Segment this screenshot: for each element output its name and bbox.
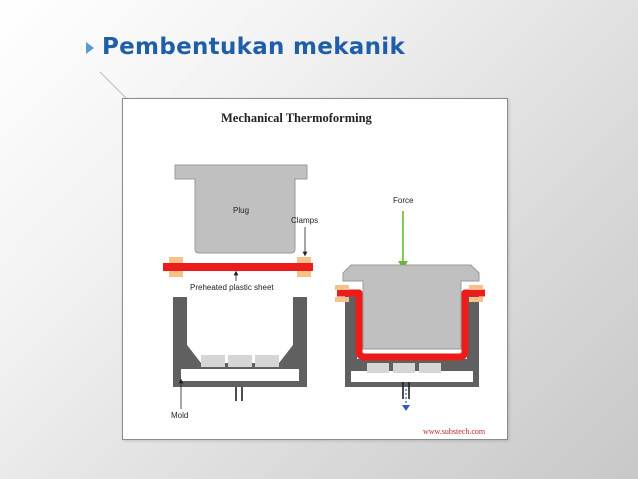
mold-right-vent-block-3 <box>419 363 441 373</box>
mold-vent-block-1 <box>201 355 225 367</box>
source-label: www.substech.com <box>423 427 486 436</box>
mold-vent-block-2 <box>228 355 252 367</box>
sheet-label: Preheated plastic sheet <box>190 283 274 292</box>
slide-title: Pembentukan mekanik <box>102 34 406 60</box>
clamp-right-panel-left-bottom <box>335 297 349 302</box>
clamp-left-bottom <box>169 271 183 277</box>
mold-right-vent-block-2 <box>393 363 415 373</box>
plug-right <box>343 265 479 349</box>
thermoforming-diagram <box>123 99 509 441</box>
mold-label: Mold <box>171 411 189 420</box>
clamp-right-panel-right-top <box>469 285 483 290</box>
plug-label: Plug <box>233 206 250 215</box>
mechanical-thermoforming-figure <box>122 98 508 440</box>
triangle-arrow-icon <box>86 42 94 54</box>
mold-vent-block-3 <box>255 355 279 367</box>
clamps-label: Clamps <box>291 216 319 225</box>
clamp-right-panel-right-bottom <box>469 297 483 302</box>
force-label: Force <box>393 196 414 205</box>
vacuum-arrow-head <box>402 405 410 411</box>
mold-right-vent-block-1 <box>367 363 389 373</box>
clamp-right-panel-left-top <box>335 285 349 290</box>
figure-title: Mechanical Thermoforming <box>221 111 372 125</box>
clamp-right-bottom <box>297 271 311 277</box>
clamp-left-top <box>169 257 183 263</box>
mold-left <box>173 297 307 387</box>
clamp-right-top <box>297 257 311 263</box>
plastic-sheet-flat <box>163 263 313 271</box>
